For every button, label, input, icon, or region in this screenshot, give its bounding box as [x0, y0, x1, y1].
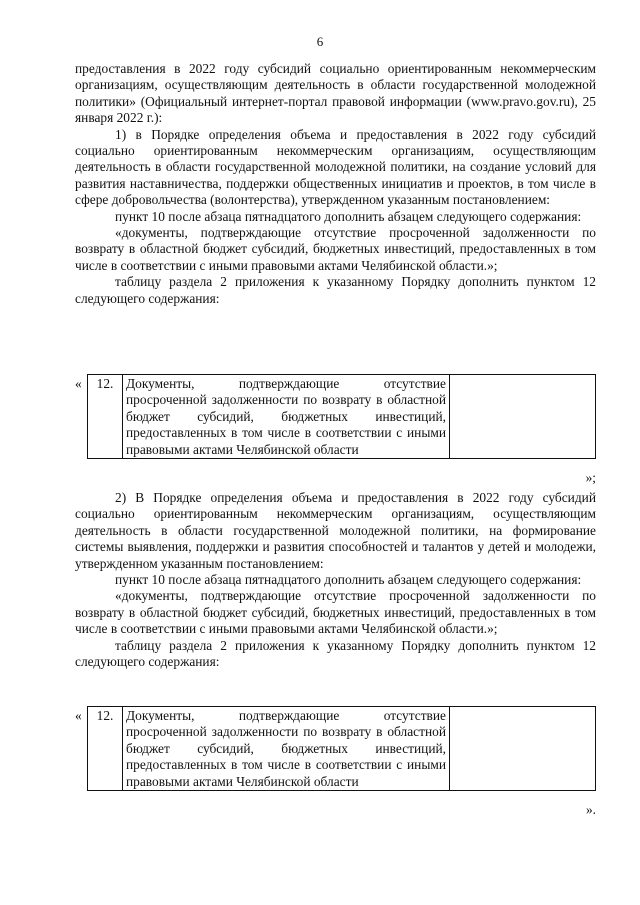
text-block-1	[75, 61, 596, 307]
paragraph: предоставления в 2022 году субсидий социально ориентированным некоммерческим организациям, осуществляющим деятельность в области государственной молодежной политики» (Официальный интернет-портал правовой информации (www.pravo.gov.ru), 25 января 2022 г.):	[75, 61, 596, 126]
amendment-table-row	[75, 374, 596, 486]
paragraph: 2) В Порядке определения объема и предоставления в 2022 году субсидий социально ориентированным некоммерческим организациям, осуществляющим деятельность в области государственной молодежной политики, на формирование системы выявления, поддержки и развития способностей и талантов у детей и молодежи, утвержденном указанным постановлением:	[75, 490, 596, 571]
paragraph: 1) в Порядке определения объема и предоставления в 2022 году субсидий социально ориентированным некоммерческим организациям, осуществляющим деятельность в области государственной молодежной политики, на создание условий для развития наставничества, поддержки общественных инициатив и проектов, в том числе в сфере добровольчества (волонтерства), утвержденном указанным постановлением:	[75, 126, 596, 208]
amendment-table-row	[75, 706, 596, 818]
paragraph: пункт 10 после абзаца пятнадцатого дополнить абзацем следующего содержания:	[115, 572, 582, 588]
paragraph: «документы, подтверждающие отсутствие просроченной задолженности по возврату в областной бюджет субсидий, бюджетных инвестиций, предоставленных в том числе в соответствии с иными правовыми актами Челябинской области.»;	[75, 225, 596, 273]
opening-quote: «	[75, 376, 82, 391]
paragraph: пункт 10 после абзаца пятнадцатого дополнить абзацем следующего содержания:	[115, 208, 582, 224]
page-number: 6	[316, 34, 324, 49]
table-cell-description: Документы, подтверждающие отсутствие просроченной задолженности по возврату в областной бюджет субсидий, бюджетных инвестиций, предоставленных в том числе в соответствии с иными правовыми актами Челябинской области	[123, 707, 450, 791]
table-cell-number: 12.	[88, 707, 123, 791]
paragraph: «документы, подтверждающие отсутствие просроченной задолженности по возврату в областной бюджет субсидий, бюджетных инвестиций, предоставленных в том числе в соответствии с иными правовыми актами Челябинской области.»;	[75, 588, 596, 637]
amendment-table	[87, 706, 596, 791]
table-cell-empty	[450, 707, 596, 791]
text-block-2	[75, 490, 596, 670]
amendment-table	[87, 374, 596, 459]
table-cell-number: 12.	[88, 375, 123, 459]
table-block-2	[75, 706, 596, 818]
closing-quote: ».	[585, 801, 596, 817]
closing-quote: »;	[585, 469, 596, 485]
table-cell-empty	[450, 375, 596, 459]
table-block-1	[75, 374, 596, 486]
paragraph: таблицу раздела 2 приложения к указанному Порядку дополнить пунктом 12 следующего содержания:	[75, 274, 596, 306]
paragraph: таблицу раздела 2 приложения к указанному Порядку дополнить пунктом 12 следующего содержания:	[75, 637, 596, 670]
opening-quote: «	[75, 708, 82, 723]
table-cell-description: Документы, подтверждающие отсутствие просроченной задолженности по возврату в областной бюджет субсидий, бюджетных инвестиций, предоставленных в том числе в соответствии с иными правовыми актами Челябинской области	[123, 375, 450, 459]
